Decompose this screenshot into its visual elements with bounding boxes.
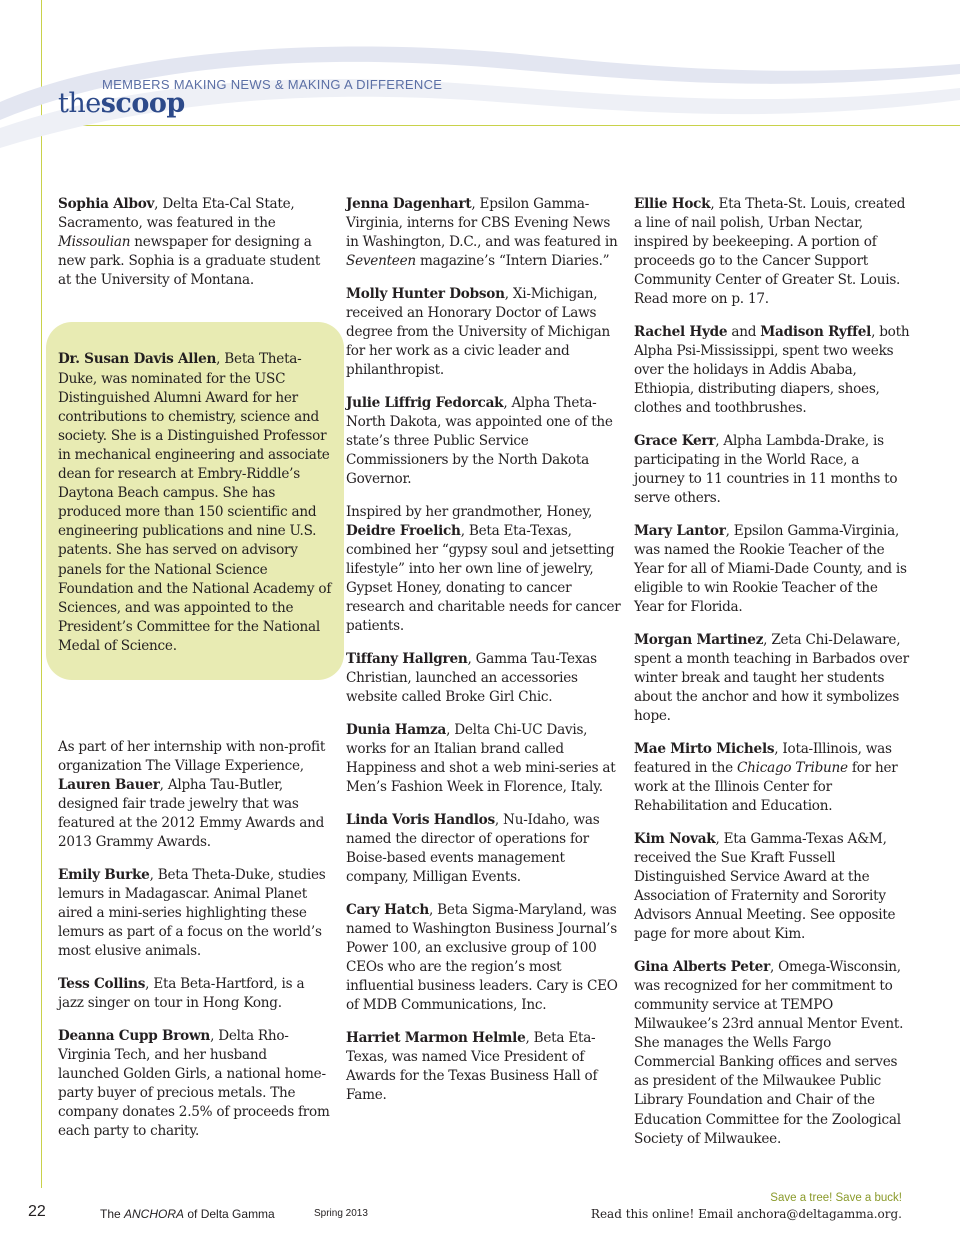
item-text: newspaper for designing a new park. Sophia is a graduate student at the University of Montana. [58, 234, 321, 289]
publication-name-italic: ANCHORA [124, 1207, 185, 1221]
publication-name-text: of Delta Gamma [184, 1207, 275, 1221]
section-title [58, 88, 185, 119]
item-text: , both Alpha Psi-Mississippi, spent two weeks over the holidays in Addis Ababa, Ethiopia, distributing diapers, shoes, clothes and toothbrushes. [634, 324, 910, 417]
item-text: magazine’s “Intern Diaries.” [415, 253, 610, 270]
news-item [346, 503, 621, 637]
member-name: Grace Kerr [634, 433, 716, 450]
item-text: , Beta Eta-Texas, was named Vice President of Awards for the Texas Business Hall of Fame. [346, 1029, 598, 1103]
item-text: , Eta Gamma-Texas A&M, received the Sue Kraft Fussell Distinguished Service Award at the Association of Fraternity and Sorority Advisors Annual Meeting. See opposite page for more about Kim. [634, 830, 896, 943]
featured-callout [46, 322, 344, 680]
member-name: Rachel Hyde [634, 324, 728, 341]
member-name: Gina Alberts Peter [634, 958, 770, 975]
news-item [58, 195, 330, 290]
member-name: Mae Mirto Michels [634, 740, 775, 757]
item-text: , Gamma Tau-Texas Christian, launched an accessories website called Broke Girl Chic. [346, 650, 597, 706]
member-name: Julie Liffrig Fedorcak [346, 394, 504, 411]
member-name: Linda Voris Handlos [346, 811, 495, 828]
item-text: , Omega-Wisconsin, was recognized for her commitment to community service at TEMPO Milwaukee’s 23rd annual Mentor Event. She manages the Wells Fargo Commercial Banking offices and serves as president of the Milwaukee Public Library Foundation and Chair of the Education Committee for the Zoological Society of Milwaukee. [634, 958, 904, 1147]
item-text: , Delta Chi-UC Davis, works for an Italian brand called Happiness and shot a web mini-series at Men’s Fashion Week in Florence, Italy. [346, 721, 616, 796]
member-name: Molly Hunter Dobson [346, 285, 505, 302]
news-item [346, 721, 621, 797]
member-name: Tess Collins [58, 976, 146, 992]
member-name: Lauren Bauer [58, 777, 160, 794]
item-text: , Epsilon Gamma-Virginia, interns for CBS Evening News in Washington, D.C., and was featured in [346, 196, 618, 251]
item-text: , Beta Theta-Duke, studies lemurs in Madagascar. Animal Planet aired a mini-series highlighting these lemurs as part of a focus on the world’s most elusive animals. [58, 867, 326, 960]
news-item [346, 195, 621, 271]
item-text: , Alpha Tau-Butler, designed fair trade jewelry that was featured at the 2012 Emmy Awards and 2013 Grammy Awards. [58, 777, 325, 851]
news-item [634, 522, 910, 617]
news-item [634, 195, 910, 310]
item-text: , Nu-Idaho, was named the director of operations for Boise-based events management company, Milligan Events. [346, 811, 600, 885]
member-name: Dr. Susan Davis Allen [58, 351, 217, 368]
news-item [634, 830, 910, 945]
item-text: and [727, 324, 761, 341]
margin-rule-vertical [41, 0, 42, 1188]
item-text: for her work at the Illinois Center for Rehabilitation and Education. [634, 759, 898, 815]
member-name: Cary Hatch [346, 901, 430, 918]
item-text: , Zeta Chi-Delaware, spent a month teaching in Barbados over winter break and taught her students about the anchor and how it symbolizes hope. [634, 631, 909, 725]
publication-title: Chicago Tribune [736, 759, 848, 776]
news-item [58, 975, 330, 1013]
news-item [346, 285, 621, 380]
item-text: , Delta Rho-Virginia Tech, and her husband launched Golden Girls, a national home-party buyer of precious metals. The company donates 2.5% of proceeds from each party to charity. [58, 1027, 330, 1140]
publication-title: Seventeen [346, 253, 416, 270]
item-text: , Epsilon Gamma-Virginia, was named the Rookie Teacher of the Year for all of Miami-Dade County, and is eligible to win Rookie Teacher of the Year for Florida. [634, 522, 907, 616]
news-item [58, 738, 330, 853]
item-text: , Beta Eta-Texas, combined her “gypsy soul and jetsetting lifestyle” into her own line of jewelry, Gypset Honey, donating to cancer research and charitable needs for cancer patients. [346, 522, 621, 635]
member-name: Madison Ryffel [760, 324, 872, 341]
section-title-light: the [58, 88, 101, 119]
member-name: Harriet Marmon Helmle [346, 1029, 526, 1046]
news-item [634, 740, 910, 816]
publication-name [100, 1207, 275, 1221]
member-name: Deanna Cupp Brown [58, 1027, 211, 1044]
column-1 [58, 195, 330, 1155]
member-name: Jenna Dagenhart [346, 196, 472, 212]
member-name: Morgan Martinez [634, 631, 764, 648]
read-online-note: Read this online! Email anchora@deltagamma.org. [590, 1207, 902, 1221]
item-text: , Iota-Illinois, was featured in the [634, 740, 892, 776]
news-item [346, 901, 621, 1016]
member-name: Tiffany Hallgren [346, 650, 468, 667]
column-3 [634, 195, 910, 1162]
column-2 [346, 195, 621, 1118]
news-item [58, 1027, 330, 1142]
news-item [346, 811, 621, 887]
news-item [58, 350, 332, 656]
item-text: Inspired by her grandmother, Honey, [346, 503, 593, 520]
issue-season: Spring 2013 [314, 1208, 368, 1219]
publication-title: Missoulian [58, 234, 131, 251]
news-item [634, 631, 910, 726]
section-kicker: MEMBERS MAKING NEWS & MAKING A DIFFERENCE [102, 77, 443, 92]
member-name: Emily Burke [58, 867, 150, 884]
section-title-bold: scoop [100, 88, 185, 119]
member-name: Deidre Froelich [346, 522, 461, 539]
member-name: Sophia Albov [58, 196, 155, 212]
item-text: , Xi-Michigan, received an Honorary Doctor of Laws degree from the University of Michigan for her work as a civic leader and philanthropist. [346, 285, 611, 379]
news-item [634, 958, 910, 1149]
item-text: As part of her internship with non-profit organization The Village Experience, [58, 738, 326, 775]
news-item [634, 432, 910, 508]
item-text: , Eta Beta-Hartford, is a jazz singer on tour in Hong Kong. [58, 976, 305, 1012]
news-item [346, 650, 621, 707]
news-item [346, 394, 621, 489]
item-text: , Beta Sigma-Maryland, was named to Washington Business Journal’s Power 100, an exclusive group of 100 CEOs who are the region’s most influential business leaders. Cary is CEO of MDB Communications, Inc. [346, 901, 618, 1013]
member-name: Ellie Hock [634, 196, 711, 212]
publication-name-text: The [100, 1207, 125, 1221]
member-name: Mary Lantor [634, 522, 726, 539]
item-text: , Beta Theta-Duke, was nominated for the USC Distinguished Alumni Award for her contributions to chemistry, science and society. She is a Distinguished Professor in mechanical engineering and associate dean for research at Embry-Riddle’s Daytona Beach campus. She has produced more than 150 scientific and engineering publications and nine U.S. patents. She has served on advisory panels for the National Science Foundation and the National Academy of Sciences, and was appointed to the President’s Committee for the National Medal of Science. [58, 351, 332, 654]
item-text: , Alpha Theta-North Dakota, was appointed one of the state’s three Public Service Commissioners by the North Dakota Governor. [346, 394, 613, 488]
news-item [634, 323, 910, 418]
item-text: , Eta Theta-St. Louis, created a line of nail polish, Urban Nectar, inspired by beekeeping. A portion of proceeds go to the Cancer Support Community Center of Greater St. Louis. Read more on p. 17. [634, 196, 906, 308]
save-tree-note: Save a tree! Save a buck! [770, 1192, 902, 1204]
news-item [346, 1029, 621, 1105]
page-number: 22 [28, 1203, 46, 1220]
item-text: , Delta Eta-Cal State, Sacramento, was featured in the [58, 196, 295, 232]
member-name: Kim Novak [634, 830, 716, 847]
member-name: Dunia Hamza [346, 721, 447, 738]
news-item [58, 866, 330, 961]
item-text: , Alpha Lambda-Drake, is participating in the World Race, a journey to 11 countries in 11 months to serve others. [634, 433, 898, 507]
